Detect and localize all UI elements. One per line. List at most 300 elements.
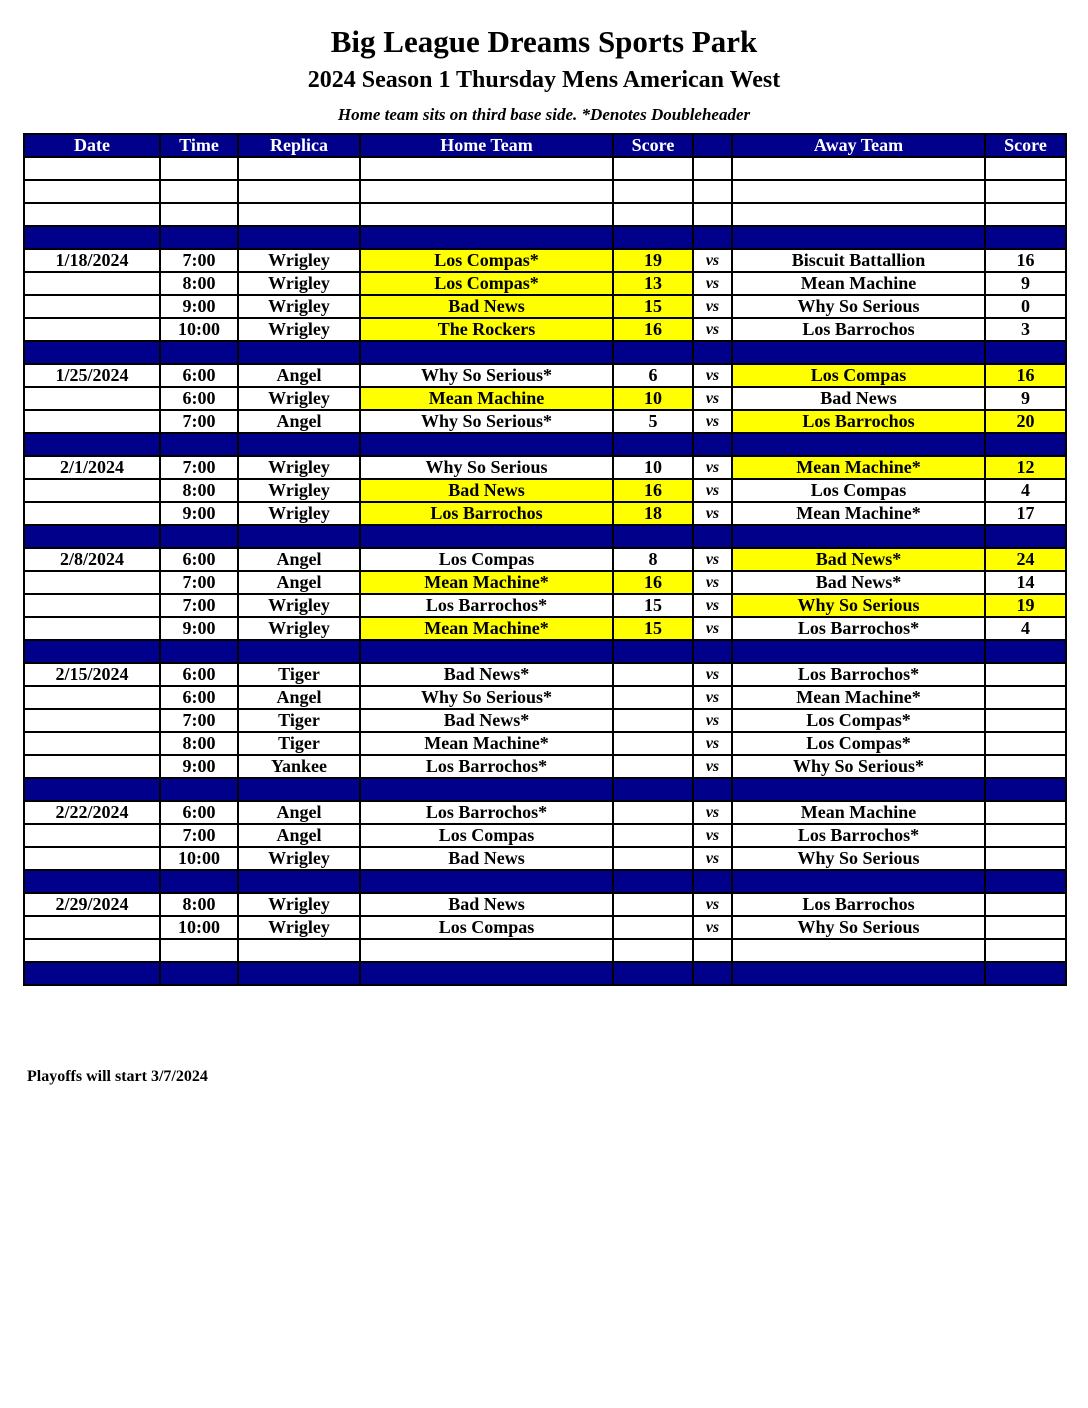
cell-time: 8:00 [160, 893, 238, 916]
cell-away: Los Barrochos* [732, 824, 985, 847]
table-header-row [24, 134, 1066, 157]
cell-vs: vs [693, 318, 732, 341]
cell-replica: Wrigley [238, 456, 360, 479]
cell-vs: vs [693, 847, 732, 870]
cell-replica [238, 939, 360, 962]
cell-home [360, 870, 613, 893]
cell-away: Why So Serious [732, 847, 985, 870]
cell-away-score [985, 847, 1066, 870]
cell-vs: vs [693, 295, 732, 318]
cell-home: Los Compas* [360, 249, 613, 272]
cell-home: The Rockers [360, 318, 613, 341]
cell-date [24, 778, 160, 801]
cell-home [360, 226, 613, 249]
cell-replica [238, 203, 360, 226]
schedule-note: Home team sits on third base side. *Denotes Doubleheader [337, 105, 751, 124]
cell-time: 9:00 [160, 295, 238, 318]
cell-time [160, 226, 238, 249]
game-row [24, 249, 1066, 272]
cell-vs: vs [693, 732, 732, 755]
cell-time: 7:00 [160, 571, 238, 594]
cell-home [360, 180, 613, 203]
cell-home-score [613, 709, 693, 732]
cell-home-score [613, 732, 693, 755]
cell-away: Why So Serious [732, 295, 985, 318]
cell-home: Los Compas [360, 916, 613, 939]
playoffs-note: Playoffs will start 3/7/2024 [27, 1068, 208, 1085]
cell-date [24, 916, 160, 939]
cell-replica: Angel [238, 364, 360, 387]
cell-home: Bad News* [360, 709, 613, 732]
cell-home-score: 13 [613, 272, 693, 295]
cell-time: 6:00 [160, 663, 238, 686]
cell-vs: vs [693, 272, 732, 295]
cell-away: Bad News* [732, 571, 985, 594]
cell-time [160, 778, 238, 801]
cell-replica: Wrigley [238, 249, 360, 272]
cell-date: 2/22/2024 [24, 801, 160, 824]
cell-home [360, 341, 613, 364]
col-header-time: Time [160, 134, 238, 157]
col-header-home-score: Score [613, 134, 693, 157]
cell-time [160, 962, 238, 985]
cell-away [732, 778, 985, 801]
cell-away-score [985, 341, 1066, 364]
cell-date [24, 640, 160, 663]
cell-home [360, 525, 613, 548]
cell-away-score: 19 [985, 594, 1066, 617]
cell-date [24, 847, 160, 870]
cell-away-score [985, 180, 1066, 203]
cell-vs [693, 640, 732, 663]
cell-vs: vs [693, 387, 732, 410]
cell-date: 1/25/2024 [24, 364, 160, 387]
cell-home [360, 939, 613, 962]
cell-date [24, 525, 160, 548]
cell-home-score [613, 755, 693, 778]
cell-away-score [985, 916, 1066, 939]
cell-home: Bad News [360, 295, 613, 318]
cell-home: Los Barrochos* [360, 594, 613, 617]
cell-away [732, 870, 985, 893]
cell-away-score: 17 [985, 502, 1066, 525]
cell-date: 1/18/2024 [24, 249, 160, 272]
cell-away: Mean Machine* [732, 502, 985, 525]
cell-home-score: 19 [613, 249, 693, 272]
cell-away-score [985, 157, 1066, 180]
cell-home-score: 18 [613, 502, 693, 525]
cell-vs: vs [693, 548, 732, 571]
cell-home-score [613, 226, 693, 249]
cell-date [24, 157, 160, 180]
cell-vs [693, 341, 732, 364]
cell-home-score [613, 157, 693, 180]
cell-replica [238, 180, 360, 203]
week-separator-row [24, 640, 1066, 663]
cell-date [24, 824, 160, 847]
cell-away-score: 0 [985, 295, 1066, 318]
cell-vs: vs [693, 686, 732, 709]
cell-date [24, 755, 160, 778]
cell-vs [693, 157, 732, 180]
cell-replica: Wrigley [238, 617, 360, 640]
cell-replica: Angel [238, 801, 360, 824]
cell-home-score [613, 824, 693, 847]
cell-time: 7:00 [160, 456, 238, 479]
cell-time: 10:00 [160, 318, 238, 341]
cell-date [24, 870, 160, 893]
cell-home-score [613, 663, 693, 686]
game-row [24, 847, 1066, 870]
cell-time: 7:00 [160, 824, 238, 847]
cell-time [160, 203, 238, 226]
cell-away-score [985, 778, 1066, 801]
cell-replica: Wrigley [238, 387, 360, 410]
cell-replica [238, 341, 360, 364]
game-row [24, 272, 1066, 295]
cell-vs: vs [693, 916, 732, 939]
cell-home-score [613, 778, 693, 801]
cell-replica: Angel [238, 824, 360, 847]
cell-home: Los Barrochos* [360, 801, 613, 824]
cell-time [160, 157, 238, 180]
cell-home-score: 16 [613, 479, 693, 502]
cell-away: Los Barrochos [732, 893, 985, 916]
cell-home [360, 962, 613, 985]
cell-replica [238, 433, 360, 456]
cell-away-score [985, 709, 1066, 732]
game-row [24, 410, 1066, 433]
cell-home: Why So Serious [360, 456, 613, 479]
cell-time: 8:00 [160, 479, 238, 502]
game-row [24, 686, 1066, 709]
cell-away-score [985, 824, 1066, 847]
cell-away-score: 4 [985, 617, 1066, 640]
col-header-away-team: Away Team [732, 134, 985, 157]
week-separator-row [24, 226, 1066, 249]
cell-home-score [613, 962, 693, 985]
cell-away: Why So Serious [732, 916, 985, 939]
cell-vs: vs [693, 502, 732, 525]
cell-date [24, 387, 160, 410]
cell-home: Why So Serious* [360, 686, 613, 709]
cell-home-score: 6 [613, 364, 693, 387]
cell-replica: Yankee [238, 755, 360, 778]
cell-home [360, 157, 613, 180]
cell-replica: Tiger [238, 732, 360, 755]
game-row [24, 916, 1066, 939]
cell-replica: Tiger [238, 709, 360, 732]
cell-away-score [985, 663, 1066, 686]
cell-date [24, 617, 160, 640]
cell-home [360, 640, 613, 663]
cell-vs: vs [693, 755, 732, 778]
cell-time [160, 870, 238, 893]
cell-away: Mean Machine* [732, 456, 985, 479]
cell-date [24, 502, 160, 525]
cell-home-score [613, 916, 693, 939]
cell-replica: Angel [238, 686, 360, 709]
cell-replica [238, 226, 360, 249]
game-row [24, 709, 1066, 732]
cell-replica [238, 640, 360, 663]
cell-vs: vs [693, 364, 732, 387]
cell-away [732, 525, 985, 548]
cell-date [24, 433, 160, 456]
cell-vs [693, 180, 732, 203]
cell-time: 6:00 [160, 548, 238, 571]
col-header-replica: Replica [238, 134, 360, 157]
game-row [24, 295, 1066, 318]
cell-vs [693, 525, 732, 548]
cell-replica [238, 962, 360, 985]
cell-away: Bad News [732, 387, 985, 410]
cell-vs [693, 203, 732, 226]
cell-replica: Angel [238, 548, 360, 571]
cell-home-score [613, 870, 693, 893]
cell-vs [693, 433, 732, 456]
cell-date [24, 226, 160, 249]
cell-replica: Wrigley [238, 502, 360, 525]
cell-home: Los Barrochos [360, 502, 613, 525]
week-separator-row [24, 870, 1066, 893]
cell-vs: vs [693, 617, 732, 640]
cell-time: 8:00 [160, 272, 238, 295]
cell-home-score [613, 801, 693, 824]
cell-away [732, 939, 985, 962]
col-header-away-score: Score [985, 134, 1066, 157]
cell-time: 6:00 [160, 387, 238, 410]
cell-away-score [985, 203, 1066, 226]
cell-home-score: 15 [613, 617, 693, 640]
cell-home: Bad News [360, 479, 613, 502]
empty-row [24, 157, 1066, 180]
cell-replica: Wrigley [238, 272, 360, 295]
cell-home: Bad News [360, 847, 613, 870]
cell-home [360, 778, 613, 801]
cell-vs: vs [693, 663, 732, 686]
cell-away-score [985, 732, 1066, 755]
cell-time: 6:00 [160, 686, 238, 709]
cell-away: Los Barrochos* [732, 663, 985, 686]
week-separator-row [24, 962, 1066, 985]
schedule-table [23, 133, 1067, 986]
cell-home: Los Compas [360, 548, 613, 571]
cell-replica: Wrigley [238, 916, 360, 939]
cell-date [24, 341, 160, 364]
cell-away: Mean Machine [732, 272, 985, 295]
cell-date [24, 594, 160, 617]
cell-date [24, 732, 160, 755]
cell-home-score: 5 [613, 410, 693, 433]
cell-date [24, 410, 160, 433]
game-row [24, 617, 1066, 640]
cell-replica: Wrigley [238, 318, 360, 341]
cell-home-score: 10 [613, 456, 693, 479]
empty-row [24, 939, 1066, 962]
cell-time: 6:00 [160, 801, 238, 824]
cell-time: 10:00 [160, 847, 238, 870]
cell-away-score [985, 962, 1066, 985]
game-row [24, 456, 1066, 479]
cell-home: Mean Machine [360, 387, 613, 410]
cell-vs: vs [693, 249, 732, 272]
week-separator-row [24, 778, 1066, 801]
cell-away-score: 24 [985, 548, 1066, 571]
cell-date [24, 318, 160, 341]
cell-replica [238, 870, 360, 893]
cell-home-score [613, 939, 693, 962]
cell-away: Los Compas [732, 479, 985, 502]
cell-away-score: 4 [985, 479, 1066, 502]
cell-home-score [613, 180, 693, 203]
game-row [24, 663, 1066, 686]
cell-away: Mean Machine [732, 801, 985, 824]
cell-replica: Wrigley [238, 594, 360, 617]
cell-time: 8:00 [160, 732, 238, 755]
cell-date [24, 571, 160, 594]
cell-time [160, 180, 238, 203]
cell-time [160, 939, 238, 962]
cell-home: Why So Serious* [360, 410, 613, 433]
cell-date [24, 180, 160, 203]
cell-home: Mean Machine* [360, 617, 613, 640]
empty-row [24, 203, 1066, 226]
cell-replica [238, 778, 360, 801]
cell-away [732, 180, 985, 203]
empty-row [24, 180, 1066, 203]
game-row [24, 387, 1066, 410]
cell-date [24, 295, 160, 318]
cell-away-score: 9 [985, 272, 1066, 295]
cell-time: 9:00 [160, 502, 238, 525]
game-row [24, 732, 1066, 755]
cell-away: Los Barrochos* [732, 617, 985, 640]
col-header-home-team: Home Team [360, 134, 613, 157]
cell-away [732, 203, 985, 226]
cell-replica: Wrigley [238, 479, 360, 502]
cell-date [24, 272, 160, 295]
game-row [24, 548, 1066, 571]
cell-away [732, 226, 985, 249]
cell-away-score [985, 801, 1066, 824]
cell-time: 7:00 [160, 709, 238, 732]
cell-replica [238, 525, 360, 548]
cell-replica: Wrigley [238, 295, 360, 318]
cell-date: 2/29/2024 [24, 893, 160, 916]
cell-vs: vs [693, 709, 732, 732]
cell-away: Los Barrochos [732, 410, 985, 433]
cell-vs [693, 870, 732, 893]
cell-home [360, 203, 613, 226]
cell-home: Why So Serious* [360, 364, 613, 387]
cell-away-score: 9 [985, 387, 1066, 410]
cell-time: 10:00 [160, 916, 238, 939]
cell-home-score: 8 [613, 548, 693, 571]
cell-replica [238, 157, 360, 180]
cell-home-score [613, 433, 693, 456]
cell-date [24, 686, 160, 709]
cell-away-score [985, 640, 1066, 663]
cell-away: Los Barrochos [732, 318, 985, 341]
cell-away: Why So Serious [732, 594, 985, 617]
cell-away-score [985, 893, 1066, 916]
cell-away-score [985, 755, 1066, 778]
cell-replica: Wrigley [238, 893, 360, 916]
cell-away [732, 341, 985, 364]
cell-home-score [613, 893, 693, 916]
game-row [24, 571, 1066, 594]
cell-home-score [613, 525, 693, 548]
cell-away: Why So Serious* [732, 755, 985, 778]
cell-vs: vs [693, 479, 732, 502]
cell-home-score [613, 847, 693, 870]
cell-away-score: 16 [985, 364, 1066, 387]
cell-away-score [985, 686, 1066, 709]
cell-vs [693, 226, 732, 249]
cell-time: 9:00 [160, 755, 238, 778]
cell-home: Los Compas* [360, 272, 613, 295]
game-row [24, 893, 1066, 916]
cell-time: 7:00 [160, 249, 238, 272]
cell-away [732, 157, 985, 180]
cell-away-score [985, 939, 1066, 962]
cell-away: Bad News* [732, 548, 985, 571]
cell-date [24, 479, 160, 502]
cell-time [160, 640, 238, 663]
cell-home-score: 16 [613, 318, 693, 341]
cell-away: Mean Machine* [732, 686, 985, 709]
week-separator-row [24, 433, 1066, 456]
game-row [24, 364, 1066, 387]
cell-time: 7:00 [160, 594, 238, 617]
cell-vs: vs [693, 801, 732, 824]
cell-home-score: 15 [613, 594, 693, 617]
cell-home: Los Compas [360, 824, 613, 847]
cell-date [24, 709, 160, 732]
cell-away-score [985, 226, 1066, 249]
cell-home-score [613, 686, 693, 709]
cell-away-score [985, 433, 1066, 456]
cell-away-score: 14 [985, 571, 1066, 594]
schedule-body [24, 157, 1066, 985]
game-row [24, 502, 1066, 525]
week-separator-row [24, 341, 1066, 364]
col-header-vs [693, 134, 732, 157]
cell-away: Los Compas* [732, 709, 985, 732]
game-row [24, 824, 1066, 847]
cell-home [360, 433, 613, 456]
cell-time: 7:00 [160, 410, 238, 433]
game-row [24, 801, 1066, 824]
game-row [24, 594, 1066, 617]
cell-date: 2/8/2024 [24, 548, 160, 571]
cell-replica: Tiger [238, 663, 360, 686]
cell-home: Bad News [360, 893, 613, 916]
cell-replica: Angel [238, 410, 360, 433]
cell-time [160, 433, 238, 456]
cell-away: Los Compas* [732, 732, 985, 755]
cell-away-score [985, 870, 1066, 893]
cell-home: Los Barrochos* [360, 755, 613, 778]
col-header-date: Date [24, 134, 160, 157]
cell-home: Bad News* [360, 663, 613, 686]
cell-vs: vs [693, 456, 732, 479]
cell-away-score: 16 [985, 249, 1066, 272]
game-row [24, 479, 1066, 502]
cell-vs: vs [693, 410, 732, 433]
cell-home-score: 10 [613, 387, 693, 410]
